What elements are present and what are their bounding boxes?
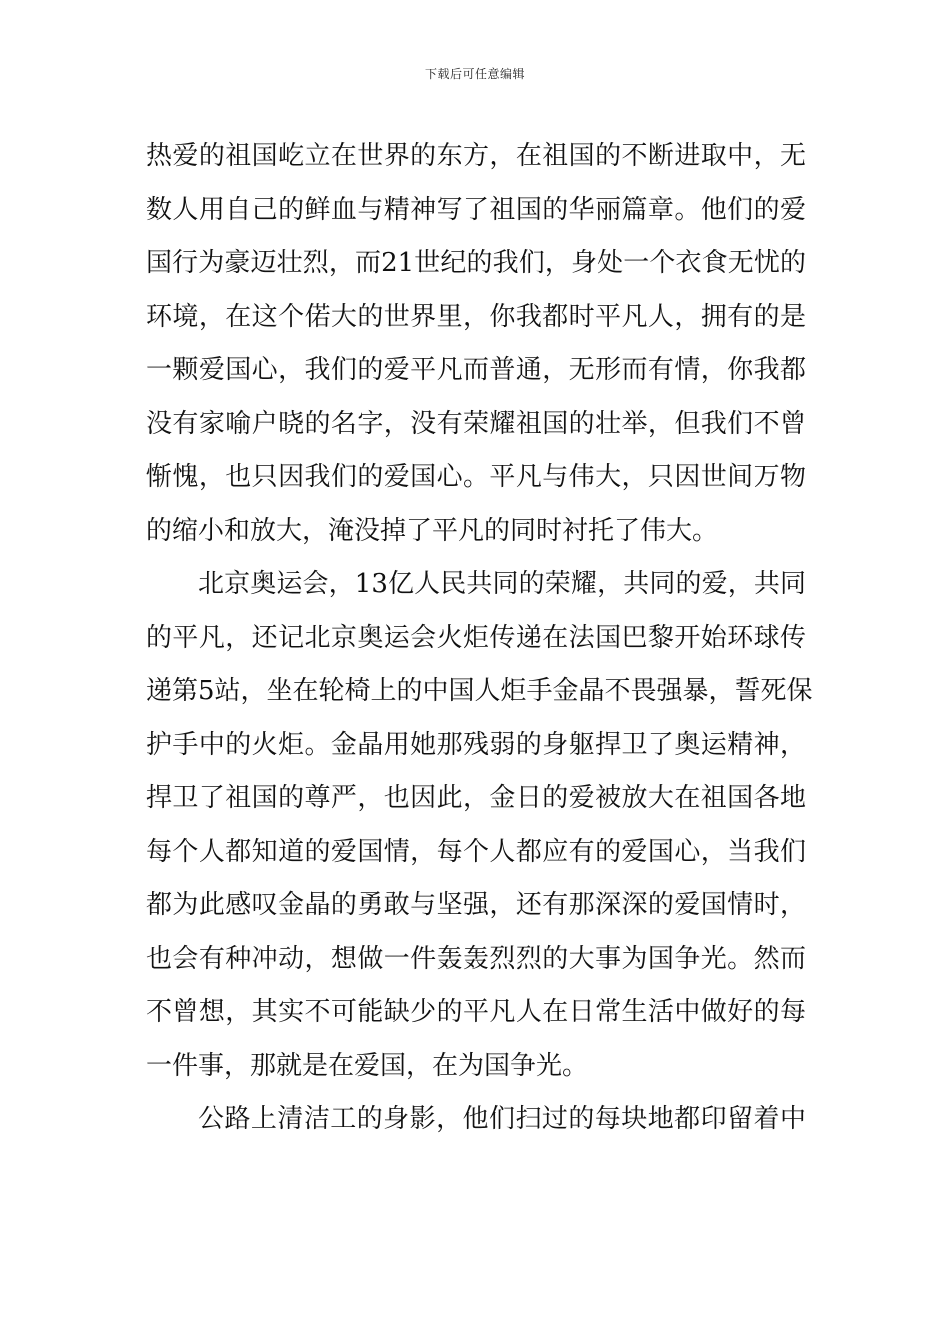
text-line: 不曾想，其实不可能缺少的平凡人在日常生活中做好的每 [146,997,806,1027]
text-line: 一颗爱国心，我们的爱平凡而普通，无形而有情，你我都 [146,355,806,385]
text-line: 一件事，那就是在爱国，在为国争光。 [146,1050,589,1081]
paragraph-3 [146,1093,806,1147]
text-line: 数人用自己的鲜血与精神写了祖国的华丽篇章。他们的爱 [146,194,806,225]
body-text [146,130,813,1147]
text-line: 的缩小和放大，淹没掉了平凡的同时衬托了伟大。 [146,515,719,546]
paragraph-2 [146,558,813,1093]
text-line: 环境，在这个偌大的世界里，你我都时平凡人，拥有的是 [146,301,806,332]
text-line: 都为此感叹金晶的勇敢与坚强，还有那深深的爱国情时， [146,890,806,920]
text-line: 公路上清洁工的身影，他们扫过的每块地都印留着中 [198,1104,806,1134]
text-line: 护手中的火炬。金晶用她那残弱的身躯捍卫了奥运精神， [146,729,806,760]
text-line: 递第5站，坐在轮椅上的中国人炬手金晶不畏强暴，誓死保 [146,676,813,706]
text-line: 没有家喻户晓的名字，没有荣耀祖国的壮举，但我们不曾 [146,408,806,439]
text-line: 国行为豪迈壮烈，而21世纪的我们，身处一个衣食无忧的 [146,248,806,278]
page-header: 下载后可任意编辑 [424,67,525,81]
text-line: 每个人都知道的爱国情，每个人都应有的爱国心，当我们 [146,836,806,867]
paragraph-1 [146,130,806,558]
text-line: 捍卫了祖国的尊严，也因此，金日的爱被放大在祖国各地 [146,783,806,813]
text-line: 北京奥运会，13亿人民共同的荣耀，共同的爱，共同 [198,569,806,599]
text-line: 热爱的祖国屹立在世界的东方，在祖国的不断进取中，无 [146,141,806,171]
text-line: 也会有种冲动，想做一件轰轰烈烈的大事为国争光。然而 [146,943,806,974]
text-line: 惭愧，也只因我们的爱国心。平凡与伟大，只因世间万物 [146,462,806,492]
text-line: 的平凡，还记北京奥运会火炬传递在法国巴黎开始环球传 [146,622,806,653]
